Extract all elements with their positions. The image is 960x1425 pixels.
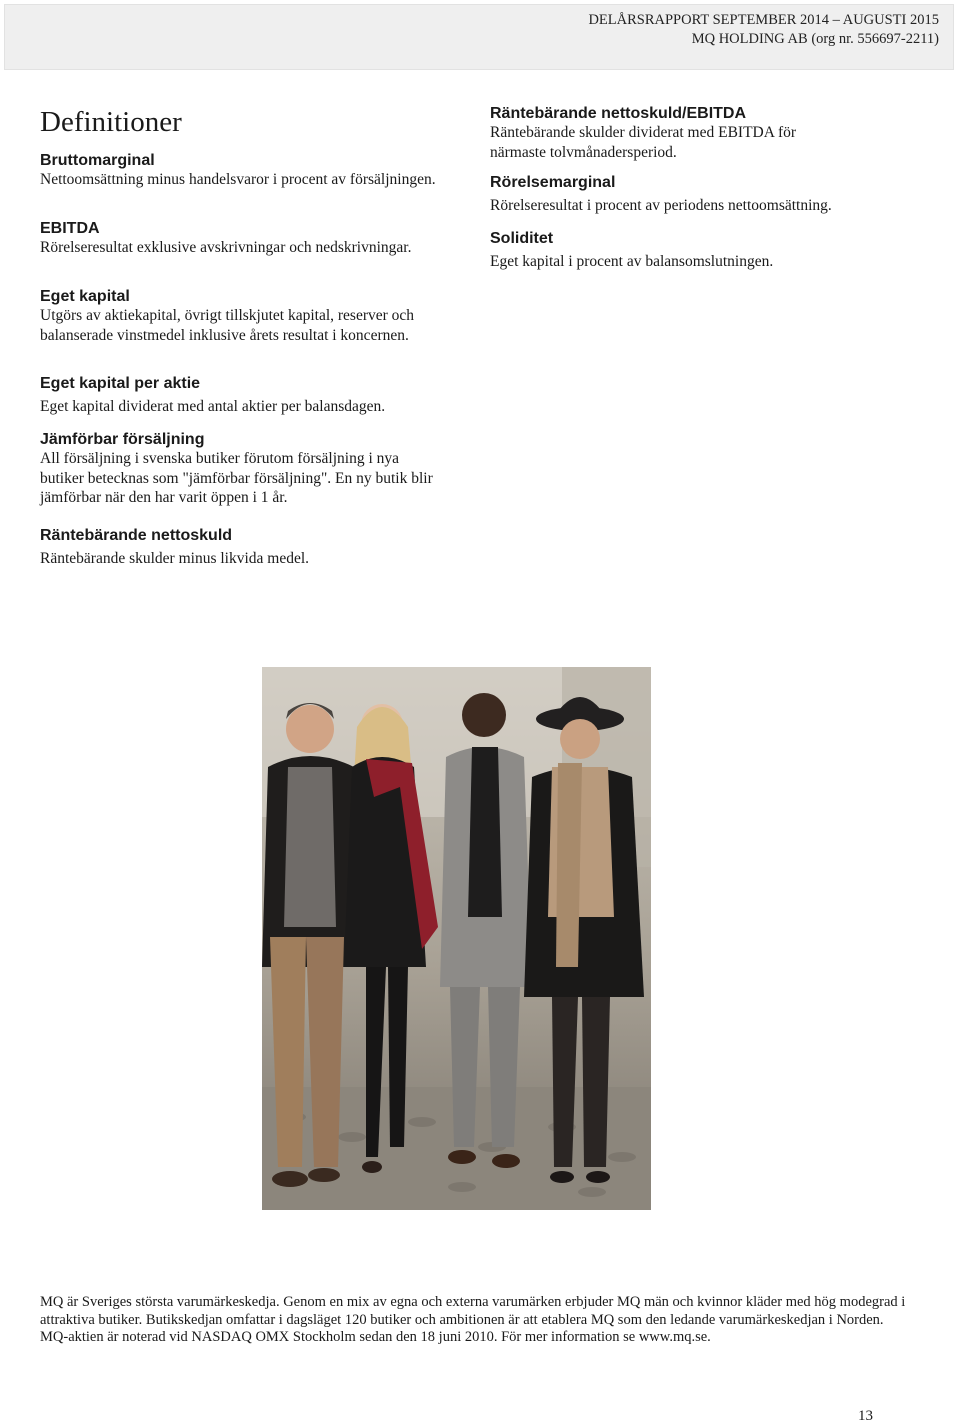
definition-text: All försäljning i svenska butiker förutom försäljning i nya butiker betecknas som "jämförbar försäljning". En ny butik blir jämförbar när den har varit öppen i 1 år.	[40, 450, 433, 506]
definition-text: Räntebärande skulder minus likvida medel.	[40, 550, 310, 567]
header-text	[588, 11, 939, 49]
definition-term: Jämförbar försäljning	[40, 431, 205, 448]
definition-text: Rörelseresultat i procent av periodens nettoomsättning.	[490, 197, 832, 214]
fashion-photo-illustration	[262, 667, 651, 1210]
report-header	[4, 4, 954, 70]
definition-ebitda	[40, 219, 440, 258]
definition-text: Räntebärande skulder dividerat med EBITDA för närmaste tolvmånadersperiod.	[490, 124, 797, 161]
definition-term: Räntebärande nettoskuld	[40, 527, 233, 544]
definition-nettoskuld-ebitda	[490, 104, 910, 162]
header-company: MQ HOLDING AB (org nr. 556697-2211)	[691, 31, 939, 47]
header-report-period: DELÅRSRAPPORT SEPTEMBER 2014 – AUGUSTI 2015	[588, 12, 939, 28]
definition-term: Räntebärande nettoskuld/EBITDA	[490, 105, 747, 122]
company-description: MQ är Sveriges största varumärkeskedja. Genom en mix av egna och externa varumärken erbjuder MQ män och kvinnor kläder med hög modegrad i attraktiva butiker. Butikskedjan omfattar i dagsläget 120 butiker och ambitionen är att etablera MQ som den ledande varumärkeskedjan i Norden. MQ-aktien är noterad vid NASDAQ OMX Stockholm sedan den 18 juni 2010. För mer information se www.mq.se.	[40, 1294, 906, 1345]
definition-rorelsemarginal	[490, 173, 910, 216]
definition-soliditet	[490, 229, 910, 272]
definition-bruttomarginal	[40, 151, 440, 190]
definition-text: Eget kapital i procent av balansomslutningen.	[490, 253, 774, 270]
definition-eget-kapital-per-aktie	[40, 374, 440, 417]
fashion-photo	[262, 667, 651, 1210]
definition-text: Utgörs av aktiekapital, övrigt tillskjutet kapital, reserver och balanserade vinstmedel inklusive årets resultat i koncernen.	[40, 307, 415, 344]
definition-jamforbar-forsaljning	[40, 430, 440, 508]
definition-text: Rörelseresultat exklusive avskrivningar och nedskrivningar.	[40, 239, 412, 256]
definition-term: Soliditet	[490, 230, 554, 247]
definition-term: Eget kapital per aktie	[40, 375, 201, 392]
page-title: Definitioner	[40, 106, 182, 138]
definition-term: Rörelsemarginal	[490, 174, 616, 191]
definition-term: Eget kapital	[40, 288, 130, 305]
definition-term: EBITDA	[40, 220, 100, 237]
definition-eget-kapital	[40, 287, 440, 345]
definition-text: Eget kapital dividerat med antal aktier per balansdagen.	[40, 398, 386, 415]
definition-term: Bruttomarginal	[40, 152, 155, 169]
page-number: 13	[858, 1408, 873, 1424]
definition-rantebarande-nettoskuld	[40, 526, 440, 569]
definition-text: Nettoomsättning minus handelsvaror i procent av försäljningen.	[40, 171, 436, 188]
